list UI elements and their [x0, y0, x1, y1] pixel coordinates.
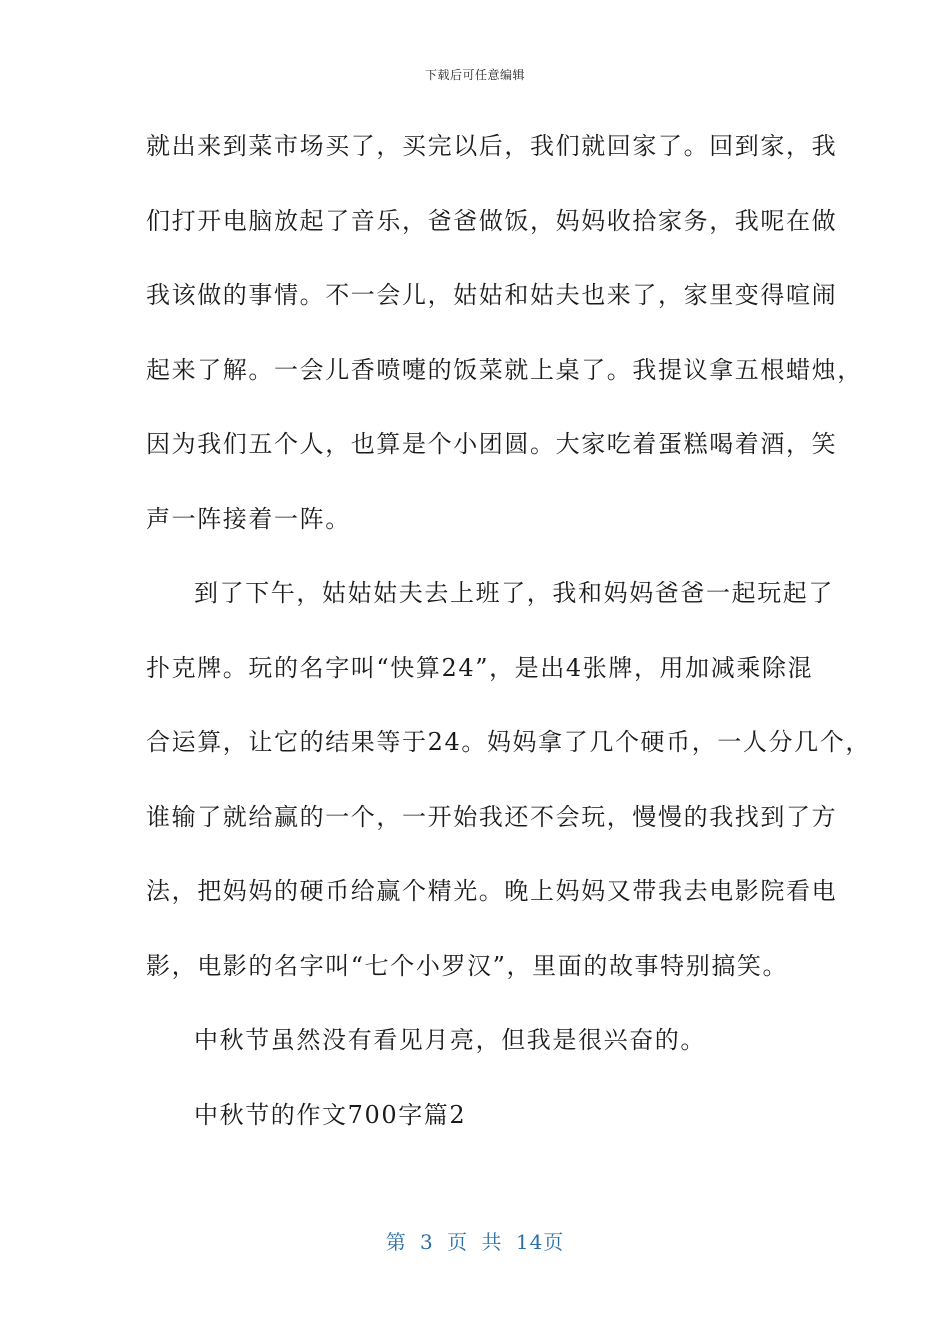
paragraph-first-line: 中秋节虽然没有看见月亮，但我是很兴奋的。	[194, 1026, 706, 1054]
page-header: 下载后可任意编辑	[424, 68, 525, 82]
text-line: 影，电影的名字叫“七个小罗汉”，里面的故事特别搞笑。	[146, 951, 789, 980]
text-line: 合运算，让它的结果等于24。妈妈拿了几个硬币，一人分几个，	[146, 728, 871, 756]
page-number: 第 3 页 共 14页	[385, 1230, 565, 1254]
text-line: 因为我们五个人，也算是个小团圆。大家吃着蛋糕喝着酒，笑	[146, 430, 838, 458]
text-line: 声一阵接着一阵。	[146, 504, 351, 533]
text-line: 扑克牌。玩的名字叫“快算24”，是出4张牌，用加减乘除混	[146, 653, 814, 682]
text-line: 谁输了就给赢的一个，一开始我还不会玩，慢慢的我找到了方	[146, 802, 838, 831]
text-line: 就出来到菜市场买了，买完以后，我们就回家了。回到家，我	[146, 132, 838, 160]
text-line: 们打开电脑放起了音乐，爸爸做饭，妈妈收拾家务，我呢在做	[146, 206, 838, 235]
paragraph-first-line: 到了下午，姑姑姑夫去上班了，我和妈妈爸爸一起玩起了	[194, 579, 834, 607]
text-line: 我该做的事情。不一会儿，姑姑和姑夫也来了，家里变得喧闹	[146, 281, 838, 309]
text-line: 起来了解。一会儿香喷嚏的饭菜就上桌了。我提议拿五根蜡烛，	[146, 355, 863, 384]
paragraph-first-line: 中秋节的作文700字篇2	[194, 1100, 467, 1129]
text-line: 法，把妈妈的硬币给赢个精光。晚上妈妈又带我去电影院看电	[146, 877, 838, 905]
essay-body	[146, 128, 871, 1171]
